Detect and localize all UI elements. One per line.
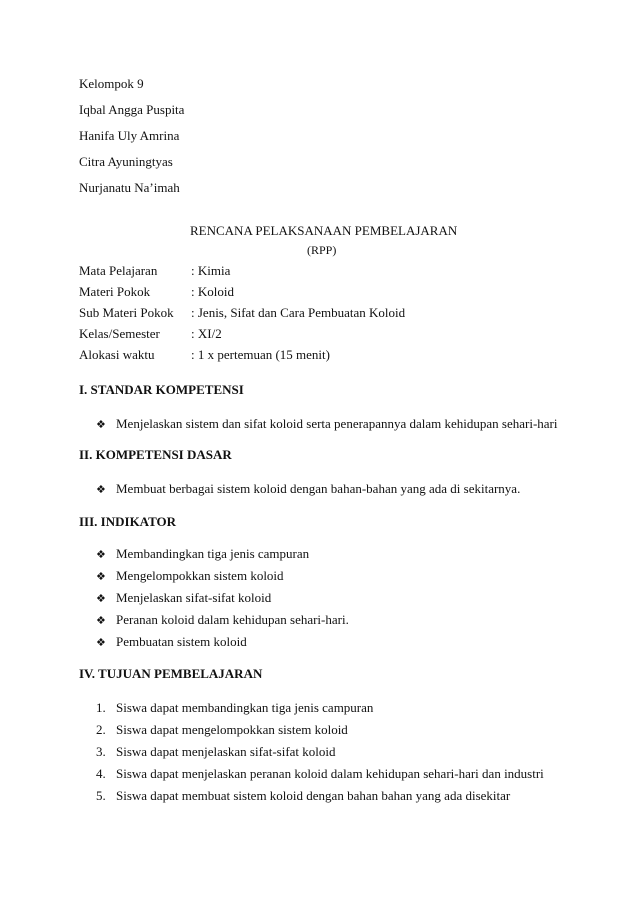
list-item-text: Siswa dapat mengelompokkan sistem koloid xyxy=(116,722,348,737)
section-heading-kompetensi-dasar: II. KOMPETENSI DASAR xyxy=(79,447,232,462)
diamond-bullet-icon: ❖ xyxy=(96,418,106,431)
list-item-text: Menjelaskan sifat-sifat koloid xyxy=(116,590,272,605)
diamond-bullet-icon: ❖ xyxy=(96,592,106,605)
diamond-bullet-icon: ❖ xyxy=(96,636,106,649)
list-item-text: Mengelompokkan sistem koloid xyxy=(116,568,284,583)
info-value: : Jenis, Sifat dan Cara Pembuatan Koloid xyxy=(191,305,406,320)
info-label: Mata Pelajaran xyxy=(79,263,158,278)
info-value: : Koloid xyxy=(191,284,234,299)
info-label: Alokasi waktu xyxy=(79,347,155,362)
document-subtitle: (RPP) xyxy=(307,243,337,257)
diamond-bullet-icon: ❖ xyxy=(96,483,106,496)
list-number: 3. xyxy=(96,744,106,759)
info-value: : 1 x pertemuan (15 menit) xyxy=(191,347,330,362)
list-item-text: Pembuatan sistem koloid xyxy=(116,634,247,649)
section-heading-indikator: III. INDIKATOR xyxy=(79,514,177,529)
list-number: 5. xyxy=(96,788,106,803)
diamond-bullet-icon: ❖ xyxy=(96,614,106,627)
info-label: Materi Pokok xyxy=(79,284,151,299)
diamond-bullet-icon: ❖ xyxy=(96,548,106,561)
list-item-text: Peranan koloid dalam kehidupan sehari-hari. xyxy=(116,612,349,627)
diamond-bullet-icon: ❖ xyxy=(96,570,106,583)
list-item xyxy=(96,700,373,716)
list-item xyxy=(96,568,284,585)
document-title: RENCANA PELAKSANAAN PEMBELAJARAN xyxy=(190,223,458,238)
group-member: Iqbal Angga Puspita xyxy=(79,102,185,117)
list-item-text: Menjelaskan sistem dan sifat koloid serta penerapannya dalam kehidupan sehari-hari xyxy=(116,416,558,431)
list-item xyxy=(96,416,558,433)
group-member: Nurjanatu Na’imah xyxy=(79,180,180,195)
list-item xyxy=(96,634,247,651)
list-item xyxy=(96,744,336,760)
list-number: 1. xyxy=(96,700,106,715)
info-value: : Kimia xyxy=(191,263,231,278)
group-member: Hanifa Uly Amrina xyxy=(79,128,180,143)
list-item xyxy=(96,481,520,498)
section-heading-tujuan-pembelajaran: IV. TUJUAN PEMBELAJARAN xyxy=(79,666,263,681)
group-title: Kelompok 9 xyxy=(79,76,144,91)
info-value: : XI/2 xyxy=(191,326,222,341)
list-item-text: Siswa dapat membandingkan tiga jenis campuran xyxy=(116,700,374,715)
list-number: 4. xyxy=(96,766,106,781)
list-item xyxy=(96,788,510,804)
list-item-text: Membandingkan tiga jenis campuran xyxy=(116,546,310,561)
list-item-text: Membuat berbagai sistem koloid dengan bahan-bahan yang ada di sekitarnya. xyxy=(116,481,521,496)
list-item xyxy=(96,612,349,629)
list-number: 2. xyxy=(96,722,106,737)
list-item xyxy=(96,722,348,738)
group-member: Citra Ayuningtyas xyxy=(79,154,173,169)
list-item xyxy=(96,766,544,782)
list-item-text: Siswa dapat membuat sistem koloid dengan bahan bahan yang ada disekitar xyxy=(116,788,511,803)
info-label: Kelas/Semester xyxy=(79,326,160,341)
list-item-text: Siswa dapat menjelaskan peranan koloid dalam kehidupan sehari-hari dan industri xyxy=(116,766,544,781)
list-item xyxy=(96,590,271,607)
list-item xyxy=(96,546,309,563)
list-item-text: Siswa dapat menjelaskan sifat-sifat koloid xyxy=(116,744,336,759)
info-label: Sub Materi Pokok xyxy=(79,305,174,320)
section-heading-standar-kompetensi: I. STANDAR KOMPETENSI xyxy=(79,382,244,397)
